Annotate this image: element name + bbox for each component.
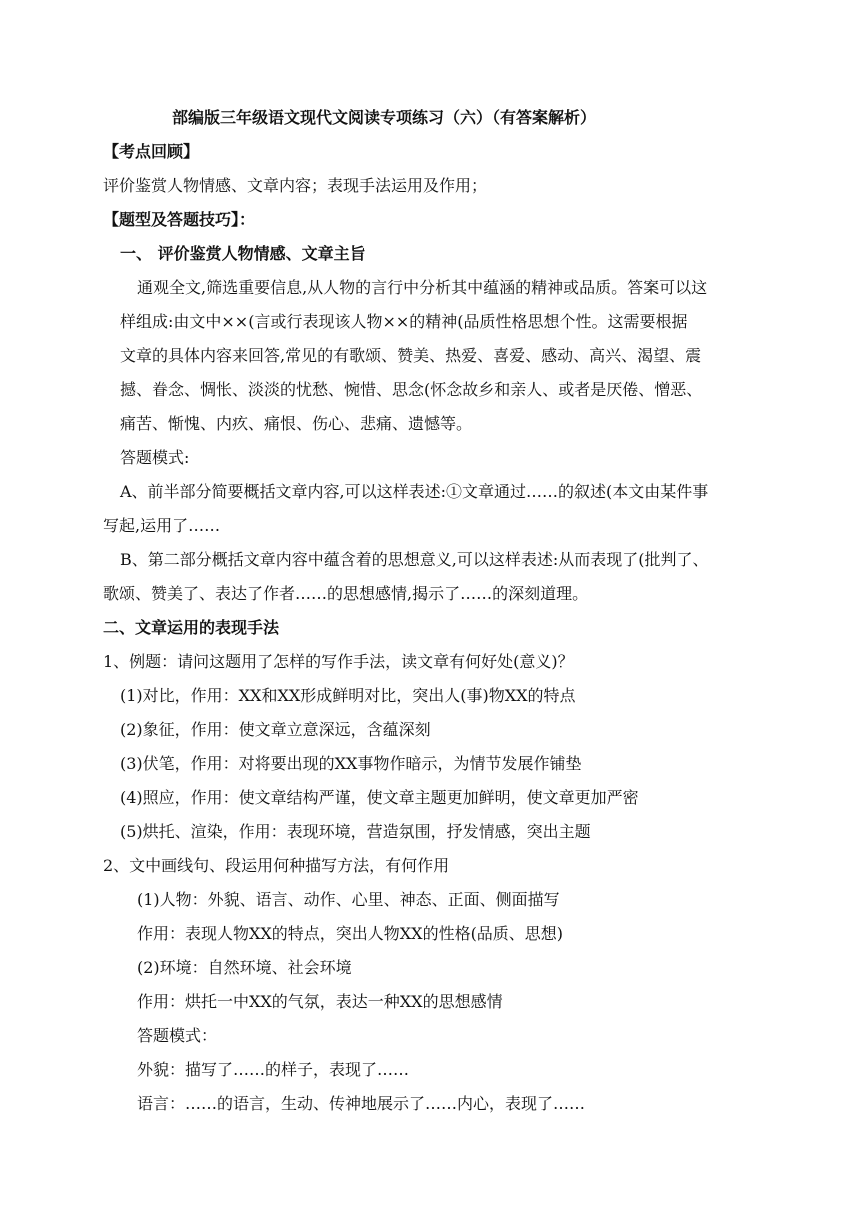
- question1-item: (3)伏笔，作用：对将要出现的XX事物作暗示，为情节发展作铺垫: [120, 754, 582, 773]
- section1-b-line: 歌颂、赞美了、表达了作者……的思想感情,揭示了……的深刻道理。: [103, 584, 589, 603]
- question2-item: 答题模式：: [137, 1026, 218, 1045]
- section1-para-line: 撼、眷念、惆怅、淡淡的忧愁、惋惜、思念(怀念故乡和亲人、或者是厌倦、憎恶、: [120, 380, 703, 399]
- question1-item: (5)烘托、渲染，作用：表现环境，营造氛围，抒发情感，突出主题: [120, 822, 591, 841]
- section1-para-line: 样组成:由文中××(言或行表现该人物××的精神(品质性格思想个性。这需要根据: [120, 312, 688, 331]
- question2-item: (2)环境：自然环境、社会环境: [137, 958, 352, 977]
- section1-a-line: 写起,运用了……: [103, 516, 221, 535]
- section1-para-line: 文章的具体内容来回答,常见的有歌颂、赞美、热爱、喜爱、感动、高兴、渴望、震: [120, 346, 702, 365]
- question2-item: 外貌：描写了……的样子，表现了……: [137, 1060, 410, 1079]
- section1-a-line: A、前半部分简要概括文章内容,可以这样表述:①文章通过……的叙述(本文由某件事: [120, 482, 709, 501]
- question1-item: (4)照应，作用：使文章结构严谨，使文章主题更加鲜明，使文章更加严密: [120, 788, 639, 807]
- skills-heading: 【题型及答题技巧】：: [103, 210, 256, 229]
- question2: 2、文中画线句、段运用何种描写方法，有何作用: [103, 856, 450, 875]
- section1-mode-label: 答题模式:: [120, 448, 190, 467]
- question1-item: (1)对比，作用：XX和XX形成鲜明对比，突出人(事)物XX的特点: [120, 686, 576, 705]
- section1-b-line: B、第二部分概括文章内容中蕴含着的思想意义,可以这样表述:从而表现了(批判了、: [120, 550, 709, 569]
- section1-para-line: 痛苦、惭愧、内疚、痛恨、伤心、悲痛、遗憾等。: [120, 414, 473, 433]
- section2-heading: 二、文章运用的表现手法: [103, 618, 280, 637]
- section1-para-line: 通观全文,筛选重要信息,从人物的言行中分析其中蕴涵的精神或品质。答案可以这: [137, 278, 708, 297]
- document-title: 部编版三年级语文现代文阅读专项练习（六）（有答案解析）: [172, 108, 597, 127]
- question1: 1、例题：请问这题用了怎样的写作手法，读文章有何好处(意义)？: [103, 652, 574, 671]
- section1-heading: 一、 评价鉴赏人物情感、文章主旨: [120, 244, 366, 263]
- question2-item: 作用：表现人物XX的特点，突出人物XX的性格(品质、思想): [137, 924, 564, 943]
- question2-item: 语言：……的语言，生动、传神地展示了……内心，表现了……: [137, 1094, 586, 1113]
- question2-item: (1)人物：外貌、语言、动作、心里、神态、正面、侧面描写: [137, 890, 560, 909]
- question2-item: 作用：烘托一中XX的气氛，表达一种XX的思想感情: [137, 992, 503, 1011]
- review-heading: 【考点回顾】: [103, 142, 200, 161]
- question1-item: (2)象征，作用：使文章立意深远，含蕴深刻: [120, 720, 431, 739]
- review-text: 评价鉴赏人物情感、文章内容；表现手法运用及作用；: [103, 176, 488, 195]
